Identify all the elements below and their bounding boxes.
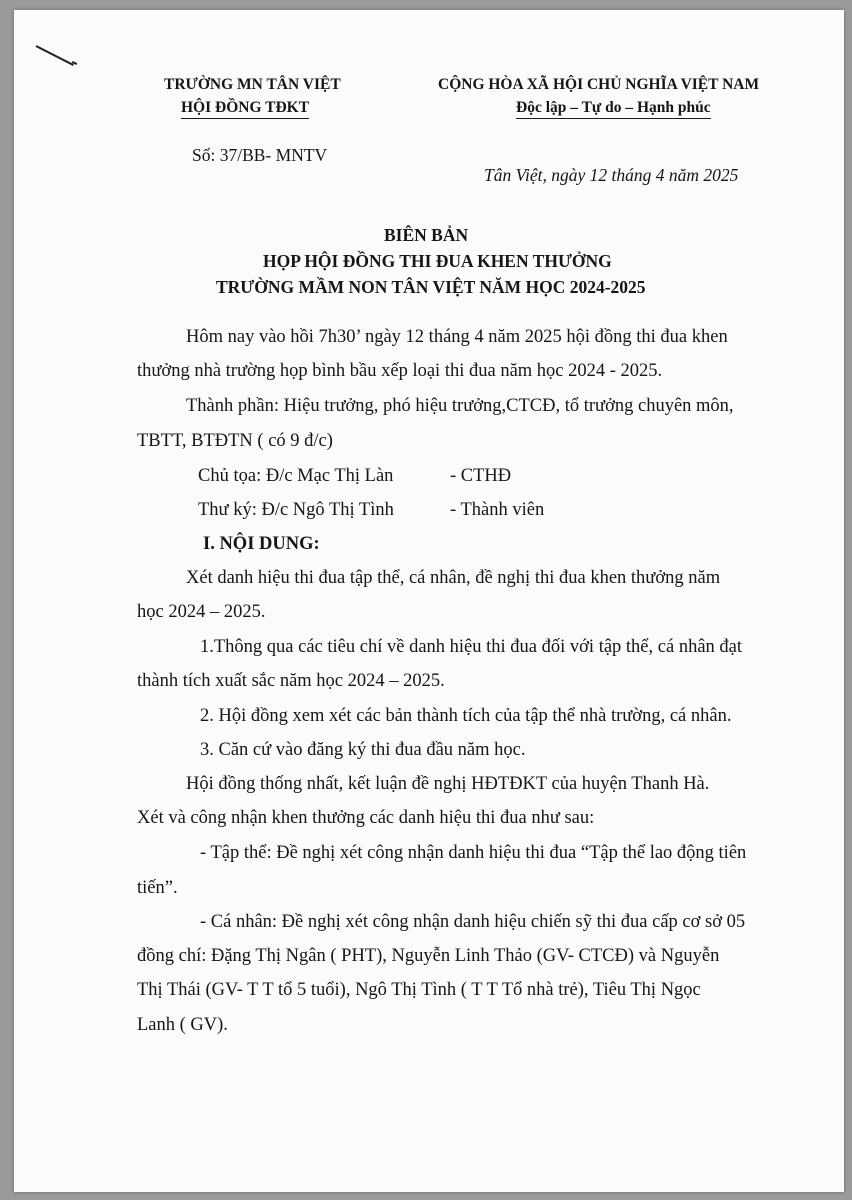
document-number: Số: 37/BB- MNTV [192,145,328,165]
collective-line-2: tiến”. [137,878,178,898]
place-date: Tân Việt, ngày 12 tháng 4 năm 2025 [484,165,739,185]
conclusion-line-2: Xét và công nhận khen thưởng các danh hiệu thi đua như sau: [137,808,595,828]
secretary-role: - Thành viên [450,500,545,520]
country-name: CỘNG HÒA XÃ HỘI CHỦ NGHĨA VIỆT NAM [438,76,760,93]
individual-line-2: đồng chí: Đặng Thị Ngân ( PHT), Nguyễn Linh Thảo (GV- CTCĐ) và Nguyễn [137,946,720,966]
item-3: 3. Căn cứ vào đăng ký thi đua đầu năm học. [200,740,526,760]
chair-role: - CTHĐ [450,466,512,486]
item-1-line-2: thành tích xuất sắc năm học 2024 – 2025. [137,671,445,691]
secretary-label: Thư ký: Đ/c Ngô Thị Tình [198,500,394,520]
individual-line-3: Thị Thái (GV- T T tổ 5 tuổi), Ngô Thị Tình ( T T Tổ nhà trẻ), Tiêu Thị Ngọc [137,980,701,1000]
document-title: BIÊN BẢN [384,225,469,245]
document-subtitle-2: TRƯỜNG MẦM NON TÂN VIỆT NĂM HỌC 2024-2025 [216,277,646,297]
national-motto: Độc lập – Tự do – Hạnh phúc [516,99,711,119]
content-line-2: học 2024 – 2025. [137,602,266,622]
chair-label: Chủ tọa: Đ/c Mạc Thị Làn [198,466,394,486]
intro-line-1: Hôm nay vào hồi 7h30’ ngày 12 tháng 4 năm 2025 hội đồng thi đua khen [186,327,728,347]
intro-line-2: thưởng nhà trường họp bình bầu xếp loại thi đua năm học 2024 - 2025. [137,361,663,381]
members-line-2: TBTT, BTĐTN ( có 9 đ/c) [137,431,333,451]
item-1-line-1: 1.Thông qua các tiêu chí về danh hiệu thi đua đối với tập thể, cá nhân đạt [200,637,743,657]
council-name: HỘI ĐỒNG TĐKT [181,99,309,119]
members-line-1: Thành phần: Hiệu trưởng, phó hiệu trưởng,CTCĐ, tổ trưởng chuyên môn, [186,396,734,416]
school-name: TRƯỜNG MN TÂN VIỆT [164,76,341,93]
pen-mark [36,45,74,66]
section-heading: I. NỘI DUNG: [203,534,320,554]
conclusion-line-1: Hội đồng thống nhất, kết luận đề nghị HĐTĐKT của huyện Thanh Hà. [186,774,710,794]
collective-line-1: - Tập thể: Đề nghị xét công nhận danh hiệu thi đua “Tập thể lao động tiên [200,843,747,863]
document-subtitle: HỌP HỘI ĐỒNG THI ĐUA KHEN THƯỞNG [263,251,612,271]
individual-line-1: - Cá nhân: Đề nghị xét công nhận danh hiệu chiến sỹ thi đua cấp cơ sở 05 [200,912,746,932]
content-line-1: Xét danh hiệu thi đua tập thể, cá nhân, đề nghị thi đua khen thưởng năm [186,568,721,588]
document-page [14,10,844,1192]
individual-line-4: Lanh ( GV). [137,1015,228,1035]
item-2: 2. Hội đồng xem xét các bản thành tích của tập thể nhà trường, cá nhân. [200,706,732,726]
